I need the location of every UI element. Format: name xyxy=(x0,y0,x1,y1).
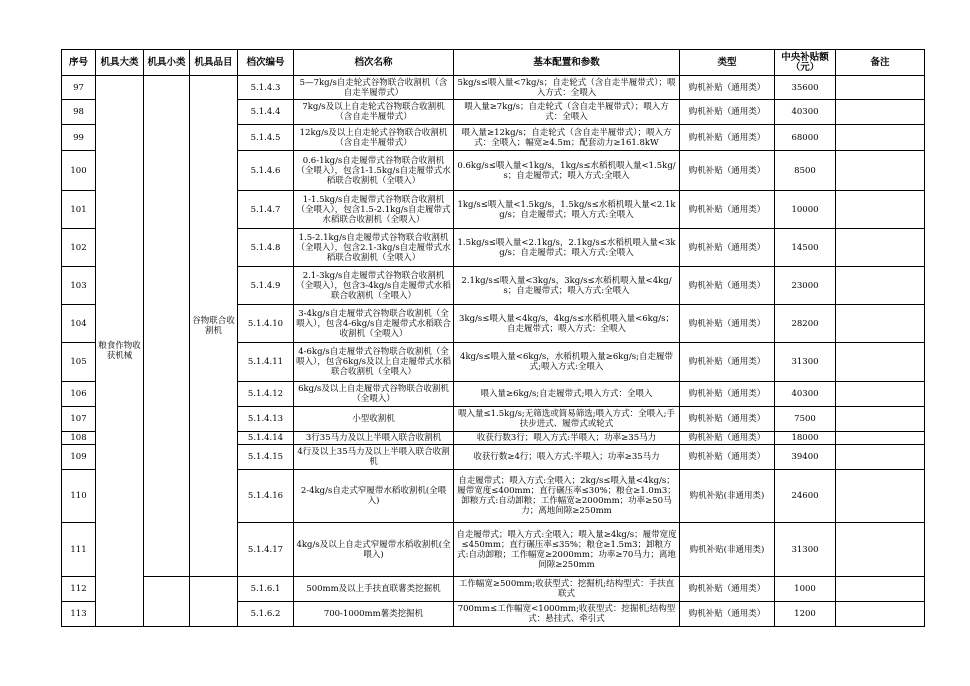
row-no: 105 xyxy=(62,343,96,382)
note xyxy=(836,523,925,577)
grade-code: 5.1.4.6 xyxy=(238,151,294,191)
grade-name: 12kg/s及以上自走轮式谷物联合收割机（含自走半履带式） xyxy=(294,125,454,151)
note xyxy=(836,577,925,602)
grade-code: 5.1.4.14 xyxy=(238,432,294,445)
header-grade-code: 档次编号 xyxy=(238,50,294,76)
type: 购机补贴（通用类） xyxy=(680,267,775,305)
config: 喂入量≥7kg/s；自走轮式（含自走半履带式）；喂入方式：全喂入 xyxy=(454,100,680,125)
grade-code: 5.1.4.16 xyxy=(238,470,294,523)
grade-code: 5.1.4.13 xyxy=(238,407,294,432)
type: 购机补贴（通用类） xyxy=(680,343,775,382)
note xyxy=(836,100,925,125)
header-no: 序号 xyxy=(62,50,96,76)
amount: 1200 xyxy=(775,602,836,627)
config: 收获行数≥4行；喂入方式:半喂入；功率≥35马力 xyxy=(454,445,680,470)
grade-code: 5.1.4.3 xyxy=(238,76,294,100)
type: 购机补贴（通用类） xyxy=(680,125,775,151)
amount: 23000 xyxy=(775,267,836,305)
config: 收获行数3行；喂入方式:半喂入；功率≥35马力 xyxy=(454,432,680,445)
amount: 18000 xyxy=(775,432,836,445)
table-row xyxy=(62,76,925,100)
grade-name: 2.1-3kg/s自走履带式谷物联合收割机（全喂入），包含3-4kg/s自走履带式水稻联合收割机（全喂入） xyxy=(294,267,454,305)
grade-code: 5.1.4.10 xyxy=(238,305,294,343)
subsidy-table xyxy=(61,49,925,627)
note xyxy=(836,305,925,343)
grade-code: 5.1.4.15 xyxy=(238,445,294,470)
major-category: 粮食作物收获机械 xyxy=(98,341,141,361)
amount: 1000 xyxy=(775,577,836,602)
grade-name: 小型收割机 xyxy=(294,407,454,432)
note xyxy=(836,407,925,432)
note xyxy=(836,76,925,100)
row-no: 109 xyxy=(62,445,96,470)
grade-name: 500mm及以上手扶直联薯类挖掘机 xyxy=(294,577,454,602)
type: 购机补贴（通用类） xyxy=(680,577,775,602)
config: 喂入量≥6kg/s;自走履带式;喂入方式：全喂入 xyxy=(454,382,680,407)
note xyxy=(836,191,925,229)
note xyxy=(836,432,925,445)
grade-code: 5.1.4.11 xyxy=(238,343,294,382)
config: 喂入量≥12kg/s；自走轮式（含自走半履带式）；喂入方式：全喂入；幅宽≥4.5m；配套动力≥161.8kW xyxy=(454,125,680,151)
row-no: 111 xyxy=(62,523,96,577)
amount: 31300 xyxy=(775,523,836,577)
config: 喂入量≤1.5kg/s;无筛选或简易筛选;喂入方式：全喂入;手扶步进式、履带式或轮式 xyxy=(454,407,680,432)
amount: 68000 xyxy=(775,125,836,151)
type: 购机补贴(非通用类) xyxy=(680,523,775,577)
grade-name: 700-1000mm薯类挖掘机 xyxy=(294,602,454,627)
note xyxy=(836,151,925,191)
amount: 35600 xyxy=(775,76,836,100)
config: 1kg/s≤喂入量<1.5kg/s，1.5kg/s≤水稻机喂入量<2.1kg/s；自走履带式；喂入方式:全喂入 xyxy=(454,191,680,229)
type: 购机补贴（通用类） xyxy=(680,76,775,100)
type: 购机补贴（通用类） xyxy=(680,382,775,407)
grade-name: 0.6-1kg/s自走履带式谷物联合收割机（全喂入），包含1-1.5kg/s自走履带式水稻联合收割机（全喂入） xyxy=(294,151,454,191)
grade-code: 5.1.4.4 xyxy=(238,100,294,125)
note xyxy=(836,229,925,267)
note xyxy=(836,343,925,382)
grade-code: 5.1.4.5 xyxy=(238,125,294,151)
amount: 40300 xyxy=(775,100,836,125)
type: 购机补贴（通用类） xyxy=(680,407,775,432)
config: 5kg/s≤喂入量<7kg/s；自走轮式（含自走半履带式）；喂入方式：全喂入 xyxy=(454,76,680,100)
row-no: 101 xyxy=(62,191,96,229)
config: 自走履带式；喂入方式:全喂入；2kg/s≤喂入量<4kg/s；履带宽度≤400mm；直行碾压率≤30%；粮仓≥1.0m3；卸粮方式:自动卸粮；工作幅宽≥2000mm；功率≥50马力；离地间隙≥250mm xyxy=(454,470,680,523)
row-no: 106 xyxy=(62,382,96,407)
note xyxy=(836,382,925,407)
type: 购机补贴(非通用类) xyxy=(680,470,775,523)
grade-name: 1.5-2.1kg/s自走履带式谷物联合收割机（全喂入），包含2.1-3kg/s自走履带式水稻联合收割机（全喂入） xyxy=(294,229,454,267)
config: 自走履带式；喂入方式:全喂入；喂入量≥4kg/s；履带宽度≤450mm；直行碾压率≤35%；粮仓≥1.5m3；卸粮方式:自动卸粮；工作幅宽≥2000mm；功率≥70马力；离地间隙≥250mm xyxy=(454,523,680,577)
header-minor-category: 机具小类 xyxy=(144,50,190,76)
type: 购机补贴（通用类） xyxy=(680,432,775,445)
note xyxy=(836,445,925,470)
config: 3kg/s≤喂入量<4kg/s，4kg/s≤水稻机喂入量<6kg/s；自走履带式；喂入方式：全喂入 xyxy=(454,305,680,343)
major-category-cell xyxy=(96,76,144,627)
type: 购机补贴（通用类） xyxy=(680,191,775,229)
row-no: 103 xyxy=(62,267,96,305)
type: 购机补贴（通用类） xyxy=(680,602,775,627)
grade-code: 5.1.6.2 xyxy=(238,602,294,627)
header-item: 机具品目 xyxy=(190,50,238,76)
config: 0.6kg/s≤喂入量<1kg/s，1kg/s≤水稻机喂入量<1.5kg/s；自走履带式；喂入方式:全喂入 xyxy=(454,151,680,191)
row-no: 110 xyxy=(62,470,96,523)
grade-name: 2-4kg/s自走式窄履带水稻收割机(全喂入) xyxy=(294,470,454,523)
amount: 39400 xyxy=(775,445,836,470)
amount: 24600 xyxy=(775,470,836,523)
row-no: 102 xyxy=(62,229,96,267)
header-amount: 中央补贴额（元） xyxy=(775,50,836,76)
grade-code: 5.1.4.7 xyxy=(238,191,294,229)
header-type: 类型 xyxy=(680,50,775,76)
row-no: 97 xyxy=(62,76,96,100)
header-config: 基本配置和参数 xyxy=(454,50,680,76)
grade-name: 1-1.5kg/s自走履带式谷物联合收割机（全喂入），包含1.5-2.1kg/s自走履带式水稻联合收割机（全喂入） xyxy=(294,191,454,229)
amount: 8500 xyxy=(775,151,836,191)
type: 购机补贴（通用类） xyxy=(680,151,775,191)
config: 700mm≤工作幅宽<1000mm;收获型式：挖掘机;结构型式：悬挂式、牵引式 xyxy=(454,602,680,627)
config: 工作幅宽≥500mm;收获型式：挖掘机;结构型式：手扶直联式 xyxy=(454,577,680,602)
table-row xyxy=(62,577,925,602)
row-no: 99 xyxy=(62,125,96,151)
grade-code: 5.1.6.1 xyxy=(238,577,294,602)
grade-name: 4kg/s及以上自走式窄履带水稻收割机(全喂入) xyxy=(294,523,454,577)
item-category-cell-2 xyxy=(190,577,238,627)
amount: 40300 xyxy=(775,382,836,407)
note xyxy=(836,470,925,523)
header-grade-name: 档次名称 xyxy=(294,50,454,76)
note xyxy=(836,125,925,151)
amount: 10000 xyxy=(775,191,836,229)
grade-code: 5.1.4.12 xyxy=(238,382,294,407)
config: 2.1kg/s≤喂入量<3kg/s，3kg/s≤水稻机喂入量<4kg/s；自走履带式；喂入方式:全喂入 xyxy=(454,267,680,305)
row-no: 107 xyxy=(62,407,96,432)
grade-code: 5.1.4.17 xyxy=(238,523,294,577)
type: 购机补贴（通用类） xyxy=(680,445,775,470)
grade-name: 5—7kg/s自走轮式谷物联合收割机（含自走半履带式） xyxy=(294,76,454,100)
config: 1.5kg/s≤喂入量<2.1kg/s，2.1kg/s≤水稻机喂入量<3kg/s；自走履带式；喂入方式:全喂入 xyxy=(454,229,680,267)
note xyxy=(836,267,925,305)
row-no: 98 xyxy=(62,100,96,125)
row-no: 100 xyxy=(62,151,96,191)
config: 4kg/s≤喂入量<6kg/s，水稻机喂入量≥6kg/s;自走履带式;喂入方式:全喂入 xyxy=(454,343,680,382)
amount: 31300 xyxy=(775,343,836,382)
header-row xyxy=(62,50,925,76)
row-no: 113 xyxy=(62,602,96,627)
header-note: 备注 xyxy=(836,50,925,76)
amount: 28200 xyxy=(775,305,836,343)
row-no: 108 xyxy=(62,432,96,445)
amount: 14500 xyxy=(775,229,836,267)
minor-category-cell xyxy=(144,76,190,577)
item-category: 谷物联合收割机 xyxy=(190,76,238,577)
grade-name: 4-6kg/s自走履带式谷物联合收割机（全喂入），包含6kg/s及以上自走履带式水稻联合收割机（全喂入） xyxy=(294,343,454,382)
amount: 7500 xyxy=(775,407,836,432)
header-major-category: 机具大类 xyxy=(96,50,144,76)
row-no: 112 xyxy=(62,577,96,602)
minor-category-cell-2 xyxy=(144,577,190,627)
note xyxy=(836,602,925,627)
type: 购机补贴（通用类） xyxy=(680,305,775,343)
grade-code: 5.1.4.8 xyxy=(238,229,294,267)
grade-name: 3行35马力及以上半喂入联合收割机 xyxy=(294,432,454,445)
grade-name: 4行及以上35马力及以上半喂入联合收割机 xyxy=(294,445,454,470)
row-no: 104 xyxy=(62,305,96,343)
grade-name: 3-4kg/s自走履带式谷物联合收割机（全喂入），包含4-6kg/s自走履带式水稻联合收割机（全喂入） xyxy=(294,305,454,343)
grade-name: 6kg/s及以上自走履带式谷物联合收割机（全喂入） xyxy=(294,382,454,407)
grade-code: 5.1.4.9 xyxy=(238,267,294,305)
grade-name: 7kg/s及以上自走轮式谷物联合收割机（含自走半履带式） xyxy=(294,100,454,125)
type: 购机补贴（通用类） xyxy=(680,229,775,267)
type: 购机补贴（通用类） xyxy=(680,100,775,125)
